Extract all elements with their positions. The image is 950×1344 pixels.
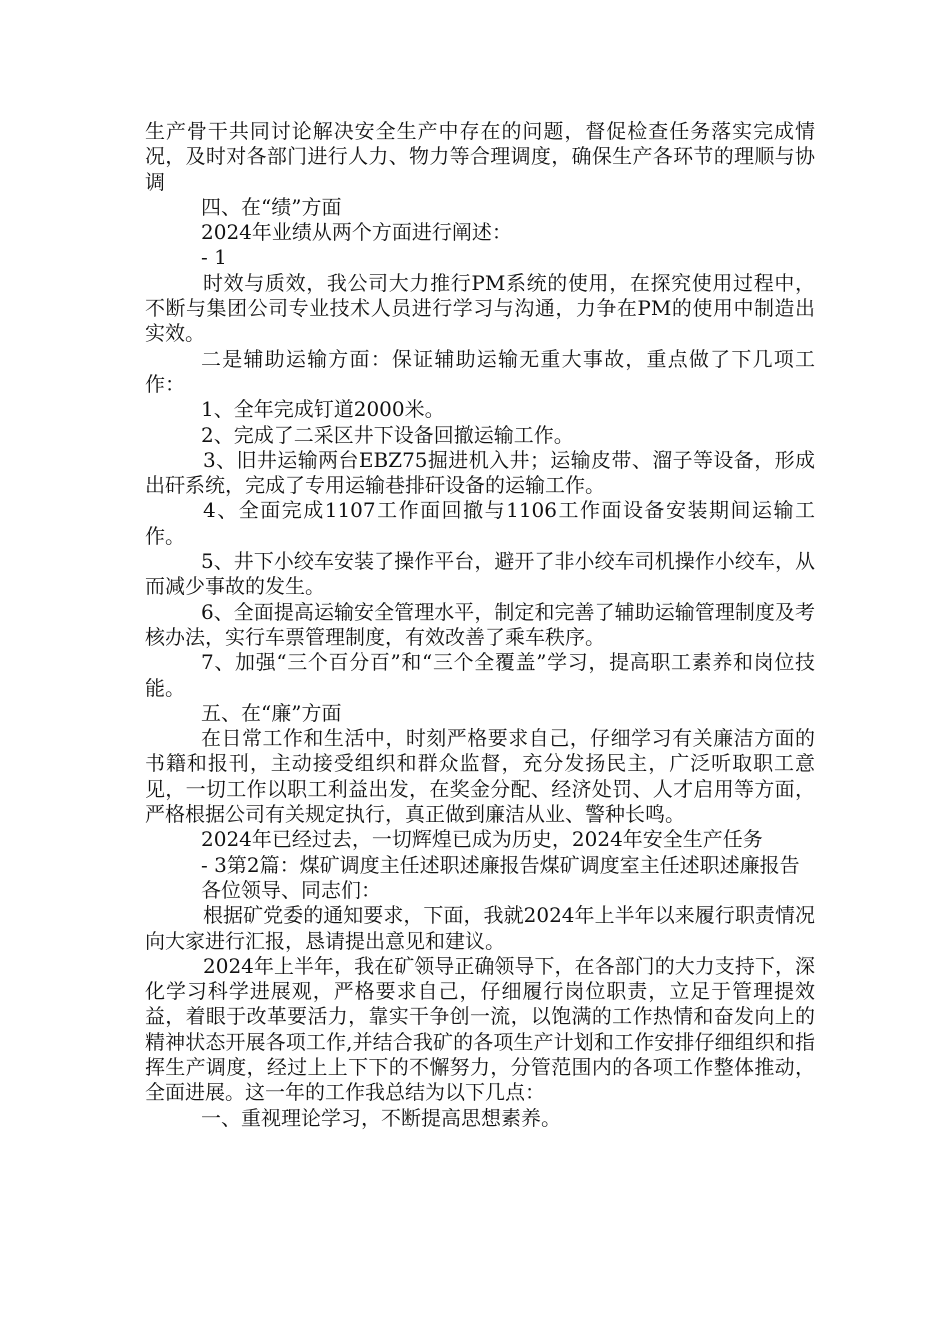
paragraph: 2024年业绩从两个方面进行阐述： bbox=[201, 220, 512, 245]
list-item: 6、全面提高运输安全管理水平，制定和完善了辅助运输管理制度及考核办法，实行车票管理制度，有效改善了乘车秩序。 bbox=[145, 599, 815, 649]
document-body bbox=[145, 119, 815, 1131]
document-title-line: - 3第2篇：煤矿调度主任述职述廉报告煤矿调度室主任述职述廉报告 bbox=[201, 852, 800, 877]
section-heading: 一、重视理论学习，不断提高思想素养。 bbox=[201, 1105, 561, 1130]
section-heading: 五、在“廉”方面 bbox=[201, 700, 342, 725]
paragraph: 2024年已经过去，一切辉煌已成为历史，2024年安全生产任务 bbox=[201, 827, 763, 852]
section-heading: 四、在“绩”方面 bbox=[201, 194, 342, 219]
list-item: 2、完成了二采区井下设备回撤运输工作。 bbox=[201, 422, 574, 447]
list-item: 1、全年完成钉道2000米。 bbox=[201, 397, 445, 422]
paragraph: 二是辅助运输方面：保证辅助运输无重大事故，重点做了下几项工作： bbox=[145, 346, 815, 396]
paragraph: 2024年上半年，我在矿领导正确领导下，在各部门的大力支持下，深化学习科学进展观，严格要求自己，仔细履行岗位职责，立足于管理提效益，着眼于改革要活力，靠实干争创一流，以饱满的工作热情和奋发向上的精神状态开展各项工作,并结合我矿的各项生产计划和工作安排仔细组织和指挥生产调度，经过上上下下的不懈努力，分管范围内的各项工作整体推动，全面进展。这一年的工作我总结为以下几点： bbox=[145, 953, 815, 1105]
list-item: 4、全面完成1107工作面回撤与1106工作面设备安装期间运输工作。 bbox=[145, 498, 815, 548]
list-item: 3、旧井运输两台EBZ75掘进机入井；运输皮带、溜子等设备，形成出矸系统，完成了专用运输巷排矸设备的运输工作。 bbox=[145, 447, 815, 498]
list-item: 5、井下小绞车安装了操作平台，避开了非小绞车司机操作小绞车，从而减少事故的发生。 bbox=[145, 549, 815, 599]
paragraph: 在日常工作和生活中，时刻严格要求自己，仔细学习有关廉洁方面的书籍和报刊，主动接受组织和群众监督，充分发扬民主，广泛听取职工意见，一切工作以职工利益出发，在奖金分配、经济处罚、人才启用等方面，严格根据公司有关规定执行，真正做到廉洁从业、警种长鸣。 bbox=[145, 726, 815, 827]
paragraph: 生产骨干共同讨论解决安全生产中存在的问题，督促检查任务落实完成情况，及时对各部门进行人力、物力等合理调度，确保生产各环节的理顺与协调 bbox=[145, 119, 815, 194]
paragraph: 时效与质效，我公司大力推行PM系统的使用，在探究使用过程中，不断与集团公司专业技术人员进行学习与沟通，力争在PM的使用中制造出实效。 bbox=[145, 270, 815, 346]
page-marker: - 1 bbox=[201, 245, 227, 270]
salutation: 各位领导、同志们： bbox=[201, 877, 381, 902]
list-item: 7、加强“三个百分百”和“三个全覆盖”学习，提高职工素养和岗位技能。 bbox=[145, 650, 815, 700]
paragraph: 根据矿党委的通知要求，下面，我就2024年上半年以来履行职责情况向大家进行汇报，恳请提出意见和建议。 bbox=[145, 903, 815, 953]
